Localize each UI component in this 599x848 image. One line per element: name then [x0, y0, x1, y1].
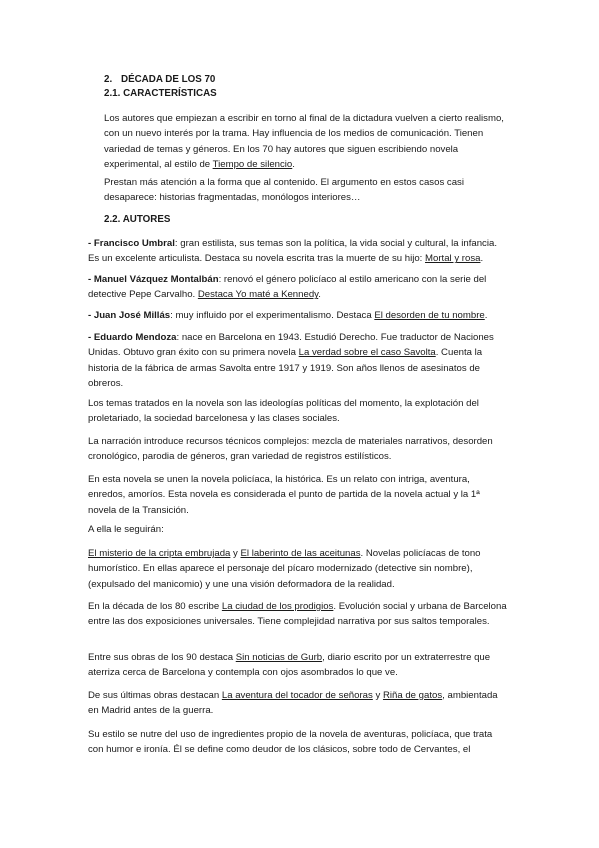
section-number: 2. [104, 74, 113, 85]
paragraph-mendoza: - Eduardo Mendoza: nace en Barcelona en 1943. Estudió Derecho. Fue traductor de Naciones Unidas. Obtuvo gran éxito con su primera novela La verdad sobre el caso Savolta. Cuenta la historia de la fábrica de armas Savolta entre 1917 y 1919. Son años llenos de asesinatos de obreros. [88, 332, 494, 390]
book-title-tiempo-de-silencio: Tiempo de silencio [212, 159, 293, 171]
book-title: El desorden de tu nombre [374, 310, 485, 321]
book-title: La verdad sobre el caso Savolta [298, 347, 436, 359]
book-title: La ciudad de los prodigios [221, 601, 334, 612]
book-title: El laberinto de las aceitunas [240, 548, 361, 559]
book-title: Mortal y rosa [425, 253, 481, 265]
paragraph-forma: Prestan más atención a la forma que al contenido. El argumento en estos casos casi desaparece: historias fragmentadas, monólogos interiores… [104, 177, 464, 204]
author-name: - Francisco Umbral [88, 238, 175, 249]
author-name: - Manuel Vázquez Montalbán [88, 274, 219, 285]
paragraph-umbral: - Francisco Umbral: gran estilista, sus temas son la política, la vida social y cultural, la infancia. Es un excelente articulista. Destaca su novela escrita tras la muerte de su hijo: Mortal y rosa. [88, 238, 497, 265]
book-title: El misterio de la cripta embrujada [88, 548, 231, 559]
paragraph-decada-90: Entre sus obras de los 90 destaca Sin noticias de Gurb, diario escrito por un extraterrestre que aterriza cerca de Barcelona y contempla con ojos asombrados lo que ve. [88, 652, 491, 679]
paragraph-temas: Los temas tratados en la novela son las ideologías políticas del momento, la explotación del proletariado, la sociedad barcelonesa y las clases sociales. [88, 398, 479, 425]
paragraph-narracion: La narración introduce recursos técnicos complejos: mezcla de materiales narrativos, desorden cronológico, parodia de géneros, gran variedad de registros estilísticos. [88, 436, 493, 463]
subheading-autores: 2.2. AUTORES [104, 214, 171, 225]
book-title: Sin noticias de Gurb [235, 652, 323, 663]
paragraph-montalban: - Manuel Vázquez Montalbán: renovó el género policíaco al estilo americano con la serie del detective Pepe Carvalho. Destaca Yo maté a Kennedy. [88, 274, 487, 301]
paragraph-novela: En esta novela se unen la novela policíaca, la histórica. Es un relato con intriga, aventura, enredos, amoríos. Esta novela es considerada el punto de partida de la novela actual y la 1ª novela de la Transición. [88, 474, 480, 516]
paragraph-caracteristicas: Los autores que empiezan a escribir en torno al final de la dictadura vuelven a cierto realismo, con un nuevo interés por la trama. Hay influencia de los medios de comunicación. Tienen variedad de temas y géneros. En los 70 hay autores que siguen escribiendo novela experimental, al estilo de Tiempo de silencio. [104, 113, 504, 171]
paragraph-ultimas-obras: De sus últimas obras destacan La aventura del tocador de señoras y Riña de gatos, ambientada en Madrid antes de la guerra. [88, 690, 498, 717]
author-name: - Eduardo Mendoza [88, 332, 177, 343]
book-title: Riña de gatos [382, 690, 443, 701]
paragraph-misterio: El misterio de la cripta embrujada y El laberinto de las aceitunas. Novelas policíacas de tono humorístico. En ellas aparece el personaje del pícaro modernizado (detective sin nombre), (expulsado del manicomio) y une una visión deformadora de la realidad. [88, 548, 481, 590]
subheading-caracteristicas: 2.1. CARACTERÍSTICAS [104, 88, 217, 99]
paragraph-decada-80: En la década de los 80 escribe La ciudad de los prodigios. Evolución social y urbana de Barcelona entre las dos exposiciones universales. Tiene complejidad narrativa por sus saltos temporales. [88, 601, 507, 628]
book-title: Destaca Yo maté a Kennedy [197, 289, 319, 301]
paragraph-estilo: Su estilo se nutre del uso de ingredientes propio de la novela de aventuras, policíaca, que trata con humor e ironía. Él se define como deudor de los clásicos, sobre todo de Cervantes, el [88, 729, 493, 756]
book-title: La aventura del tocador de señoras [221, 690, 373, 701]
paragraph-seguiran: A ella le seguirán: [88, 524, 164, 535]
author-name: - Juan José Millás [88, 310, 171, 321]
paragraph-millas: - Juan José Millás: muy influido por el experimentalismo. Destaca El desorden de tu nombre. [88, 310, 488, 321]
section-title: DÉCADA DE LOS 70 [121, 74, 216, 85]
